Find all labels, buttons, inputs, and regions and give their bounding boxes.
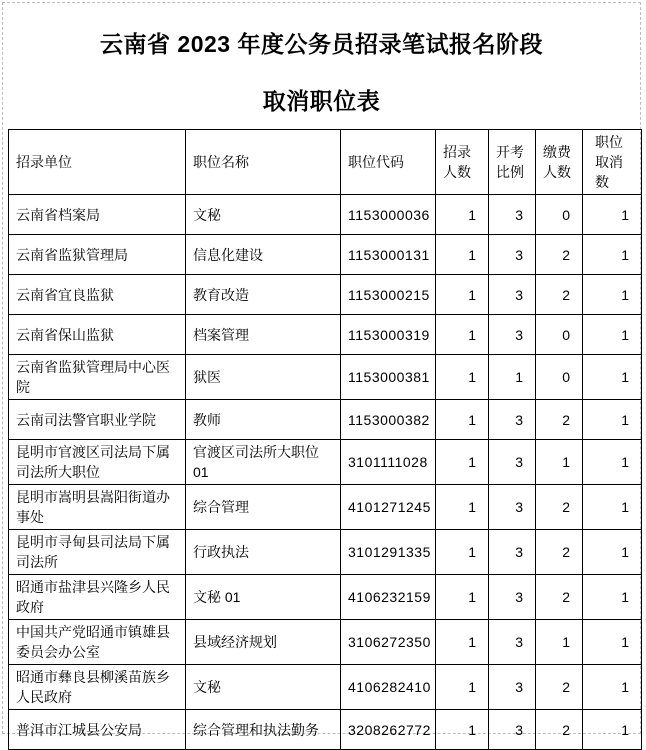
col-header-paid-count: 缴费人数 [536,130,583,195]
cell-recruit-count: 1 [436,665,489,710]
table-row [9,275,642,315]
cell-paid-count: 0 [536,355,583,400]
cell-position-name: 县域经济规划 [186,620,341,665]
table-header-row [9,130,642,195]
cell-exam-ratio: 3 [489,235,536,275]
cell-position-code: 3208262772 [341,710,436,750]
cell-unit: 昆明市官渡区司法局下属司法所大职位 [9,440,186,485]
cell-unit: 云南省监狱管理局 [9,235,186,275]
cell-exam-ratio: 3 [489,275,536,315]
cell-unit: 昆明市嵩明县嵩阳街道办事处 [9,485,186,530]
cell-recruit-count: 1 [436,440,489,485]
table-row [9,710,642,750]
cell-recruit-count: 1 [436,355,489,400]
cell-position-code: 1153000036 [341,195,436,235]
title-line-1: 云南省 2023 年度公务员招录笔试报名阶段 [100,31,543,57]
cell-cancel-count: 1 [583,355,642,400]
table-row [9,620,642,665]
cell-position-code: 1153000215 [341,275,436,315]
cell-exam-ratio: 3 [489,665,536,710]
cell-position-name: 文秘 [186,195,341,235]
cell-exam-ratio: 3 [489,440,536,485]
col-header-exam-ratio: 开考比例 [489,130,536,195]
table-row [9,400,642,440]
col-header-cancel-count: 职位取消数 [583,130,642,195]
cell-position-name: 狱医 [186,355,341,400]
cell-position-name: 综合管理和执法勤务 [186,710,341,750]
cell-paid-count: 2 [536,400,583,440]
cell-paid-count: 2 [536,710,583,750]
cell-cancel-count: 1 [583,315,642,355]
cell-paid-count: 2 [536,275,583,315]
cell-position-code: 1153000319 [341,315,436,355]
cell-exam-ratio: 3 [489,575,536,620]
cell-paid-count: 2 [536,665,583,710]
cell-recruit-count: 1 [436,315,489,355]
cell-unit: 云南省宜良监狱 [9,275,186,315]
cell-position-code: 4106282410 [341,665,436,710]
cell-paid-count: 0 [536,315,583,355]
cell-position-code: 1153000381 [341,355,436,400]
cell-position-name: 教师 [186,400,341,440]
col-header-unit: 招录单位 [9,130,186,195]
col-header-position-name: 职位名称 [186,130,341,195]
cancelled-positions-table [8,129,642,750]
cell-exam-ratio: 3 [489,400,536,440]
col-header-recruit-count: 招录人数 [436,130,489,195]
table-row [9,195,642,235]
cell-exam-ratio: 3 [489,315,536,355]
cell-cancel-count: 1 [583,665,642,710]
cell-unit: 普洱市江城县公安局 [9,710,186,750]
cell-paid-count: 1 [536,440,583,485]
table-row [9,530,642,575]
cell-position-name: 行政执法 [186,530,341,575]
cell-cancel-count: 1 [583,235,642,275]
cell-paid-count: 2 [536,530,583,575]
cell-unit: 昭通市彝良县柳溪苗族乡人民政府 [9,665,186,710]
cell-unit: 云南省保山监狱 [9,315,186,355]
cell-unit: 云南省档案局 [9,195,186,235]
cell-cancel-count: 1 [583,530,642,575]
cell-position-name: 档案管理 [186,315,341,355]
cell-unit: 昭通市盐津县兴隆乡人民政府 [9,575,186,620]
title-line-2: 取消职位表 [262,88,381,114]
cell-recruit-count: 1 [436,575,489,620]
cell-cancel-count: 1 [583,195,642,235]
cell-recruit-count: 1 [436,235,489,275]
cell-recruit-count: 1 [436,195,489,235]
cell-paid-count: 2 [536,235,583,275]
cell-exam-ratio: 3 [489,530,536,575]
cell-position-code: 3101111028 [341,440,436,485]
table-row [9,440,642,485]
cell-position-code: 1153000131 [341,235,436,275]
cell-cancel-count: 1 [583,710,642,750]
cell-position-code: 3106272350 [341,620,436,665]
cell-position-code: 4101271245 [341,485,436,530]
cell-position-name: 教育改造 [186,275,341,315]
cell-position-name: 综合管理 [186,485,341,530]
cell-paid-count: 2 [536,575,583,620]
table-row [9,315,642,355]
cell-recruit-count: 1 [436,275,489,315]
cell-cancel-count: 1 [583,620,642,665]
document-page [2,2,641,738]
cell-recruit-count: 1 [436,710,489,750]
cell-unit: 昆明市寻甸县司法局下属司法所 [9,530,186,575]
cell-paid-count: 1 [536,620,583,665]
cell-exam-ratio: 3 [489,620,536,665]
cell-cancel-count: 1 [583,575,642,620]
cell-position-code: 1153000382 [341,400,436,440]
cell-exam-ratio: 3 [489,710,536,750]
table-row [9,355,642,400]
cell-exam-ratio: 3 [489,485,536,530]
cell-recruit-count: 1 [436,400,489,440]
cell-position-name: 官渡区司法所大职位 01 [186,440,341,485]
cell-position-code: 3101291335 [341,530,436,575]
cell-exam-ratio: 1 [489,355,536,400]
table-row [9,665,642,710]
cell-cancel-count: 1 [583,400,642,440]
col-header-position-code: 职位代码 [341,130,436,195]
cell-unit: 中国共产党昭通市镇雄县委员会办公室 [9,620,186,665]
table-row [9,485,642,530]
cell-cancel-count: 1 [583,440,642,485]
cell-paid-count: 0 [536,195,583,235]
cell-recruit-count: 1 [436,620,489,665]
cell-unit: 云南省监狱管理局中心医院 [9,355,186,400]
cell-paid-count: 2 [536,485,583,530]
cell-position-code: 4106232159 [341,575,436,620]
table-row [9,575,642,620]
document-title [3,3,640,129]
cell-exam-ratio: 3 [489,195,536,235]
table-row [9,235,642,275]
cell-unit: 云南司法警官职业学院 [9,400,186,440]
cell-position-name: 信息化建设 [186,235,341,275]
cell-cancel-count: 1 [583,485,642,530]
cell-recruit-count: 1 [436,485,489,530]
cell-recruit-count: 1 [436,530,489,575]
cell-position-name: 文秘 01 [186,575,341,620]
cell-cancel-count: 1 [583,275,642,315]
cell-position-name: 文秘 [186,665,341,710]
